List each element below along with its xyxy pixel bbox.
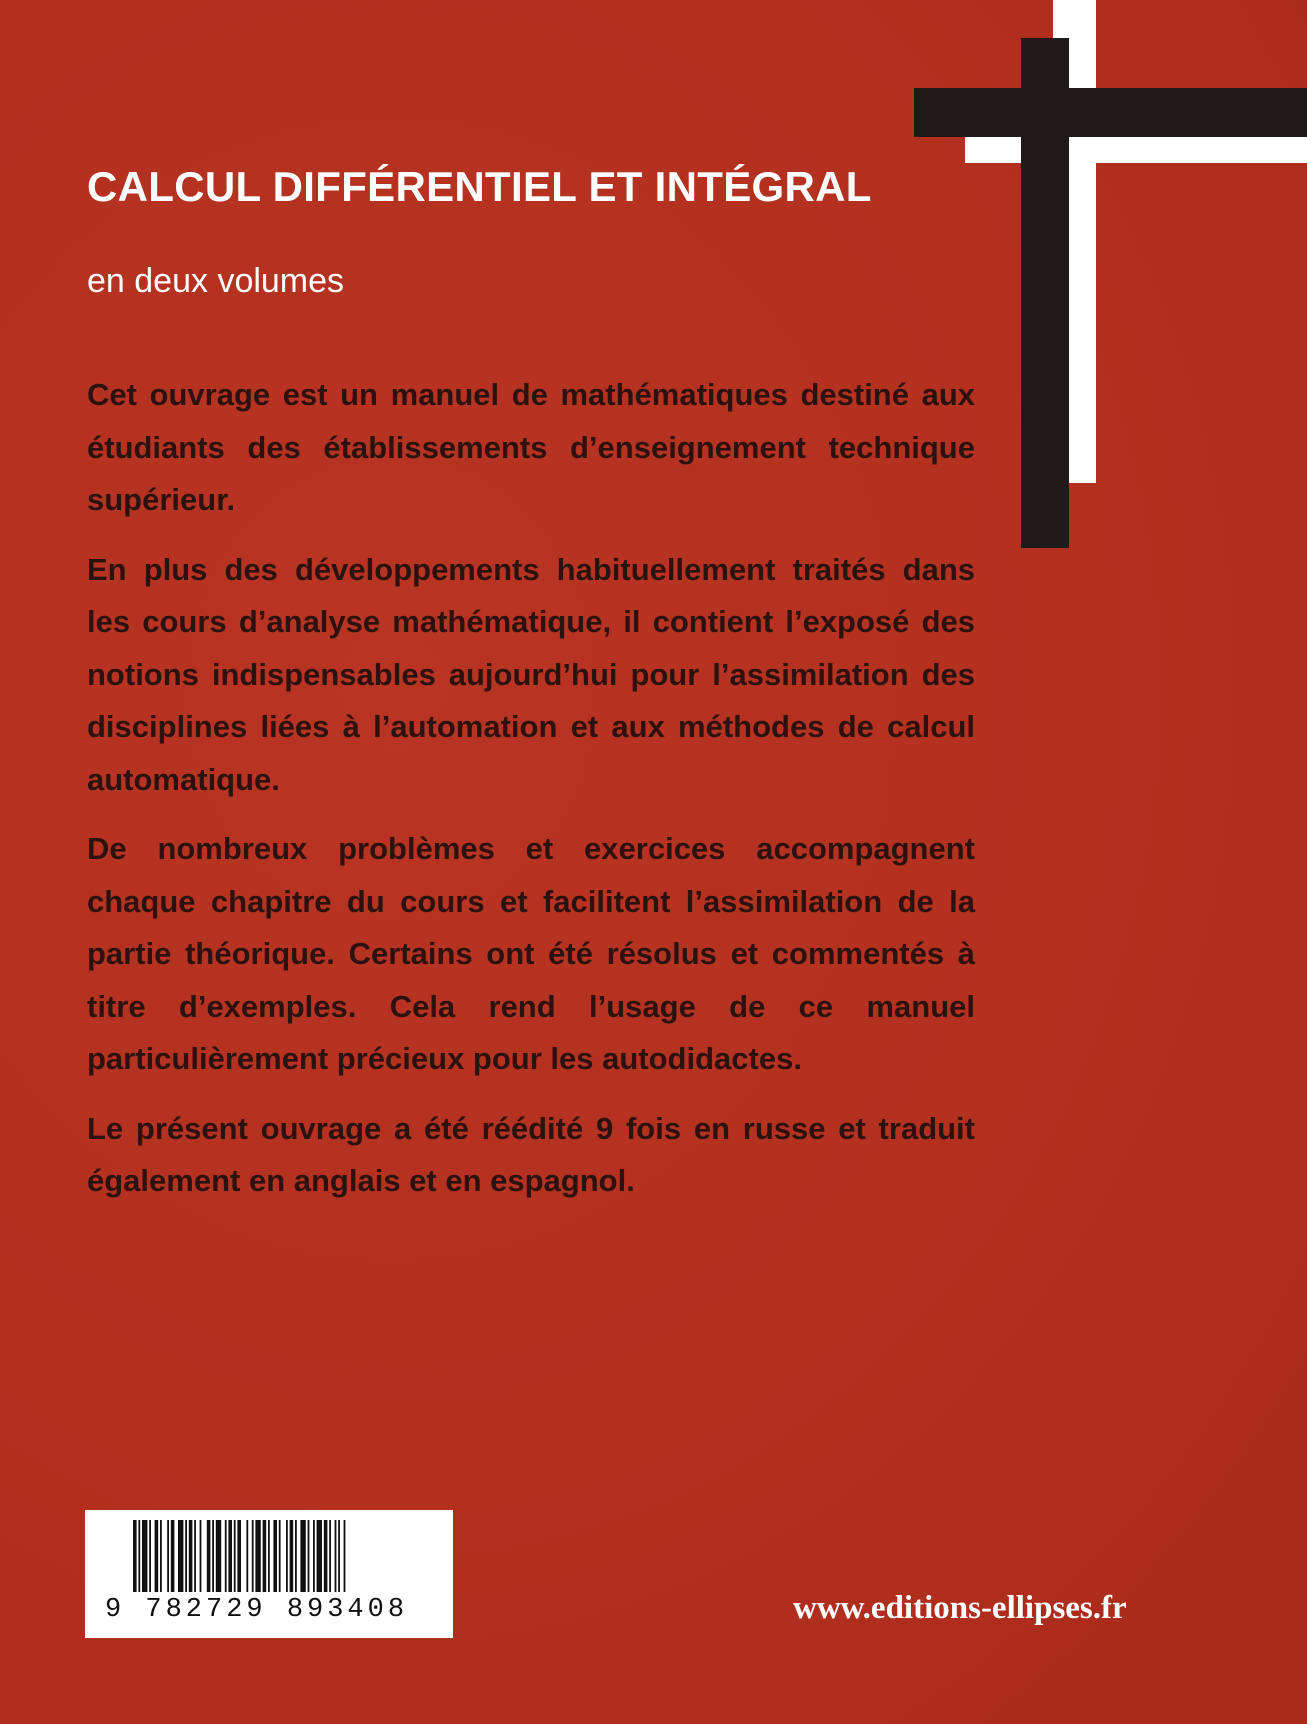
barcode-stripe (200, 1520, 202, 1592)
book-title: CALCUL DIFFÉRENTIEL ET INTÉGRAL (87, 163, 872, 210)
description (87, 369, 975, 1225)
barcode-stripe (268, 1520, 270, 1592)
barcode-stripe (263, 1520, 267, 1592)
barcode-stripe (317, 1520, 322, 1592)
barcode-stripe (212, 1520, 214, 1592)
barcode-stripe (300, 1520, 305, 1592)
paragraph-3: De nombreux problèmes et exercices accompagnent chaque chapitre du cours et facilitent l’assimilation de la partie théorique. Certains ont été résolus et commentés à titre d’exemples. Cela rend l’usage de ce manuel particulièrement précieux pour les autodidactes. (87, 831, 975, 1076)
barcode-stripe (207, 1520, 211, 1592)
barcode-stripe (290, 1520, 294, 1592)
barcode-stripe (228, 1520, 232, 1592)
paragraph-2: En plus des développements habituellement traités dans les cours d’analyse mathématique, il contient l’exposé des notions indispensables aujourd’hui pour l’assimilation des disciplines liées à l’automation et aux méthodes de calcul automatique. (87, 551, 975, 797)
book-subtitle: en deux volumes (87, 262, 345, 300)
barcode-stripe (279, 1520, 281, 1592)
barcode-stripe (313, 1520, 315, 1592)
black-horizontal-bar (914, 88, 1307, 137)
barcode-bars (133, 1520, 409, 1592)
barcode-stripe (171, 1520, 175, 1592)
isbn-number: 9 782729 893408 (105, 1595, 409, 1625)
barcode-stripe (225, 1520, 227, 1592)
barcode-stripe (234, 1520, 236, 1592)
barcode-stripe (252, 1520, 254, 1592)
barcode-stripe (308, 1520, 310, 1592)
barcode-stripe (216, 1520, 221, 1592)
barcode-stripe (160, 1520, 162, 1592)
barcode-stripe (138, 1520, 140, 1592)
barcode-stripe (178, 1520, 183, 1592)
barcode-stripe (189, 1520, 193, 1592)
barcode-stripe (185, 1520, 187, 1592)
barcode-stripe (142, 1520, 147, 1592)
barcode-stripe (255, 1520, 260, 1592)
barcode-stripe (194, 1520, 196, 1592)
barcode-stripe (155, 1520, 159, 1592)
barcode-stripe (246, 1520, 248, 1592)
paragraph-4: Le présent ouvrage a été réédité 9 fois en russe et traduit également en anglais et en espagnol. (87, 1110, 975, 1198)
white-horizontal-bar (965, 137, 1307, 163)
barcode-stripe (338, 1520, 340, 1592)
barcode-stripe (286, 1520, 288, 1592)
barcode-stripe (335, 1520, 337, 1592)
black-vertical-bar (1021, 38, 1069, 548)
barcode-stripe (167, 1520, 169, 1592)
publisher-website: www.editions-ellipses.fr (793, 1590, 1127, 1626)
barcode-stripe (329, 1520, 331, 1592)
barcode-stripe (344, 1520, 346, 1592)
barcode-stripe (133, 1520, 137, 1592)
barcode-stripe (149, 1520, 151, 1592)
paragraph-1: Cet ouvrage est un manuel de mathématiques destiné aux étudiants des établissements d’enseignement technique supérieur. (87, 377, 975, 517)
barcode-stripe (237, 1520, 241, 1592)
barcode-stripe (295, 1520, 297, 1592)
barcode (85, 1510, 453, 1638)
barcode-stripe (324, 1520, 328, 1592)
barcode-stripe (273, 1520, 277, 1592)
